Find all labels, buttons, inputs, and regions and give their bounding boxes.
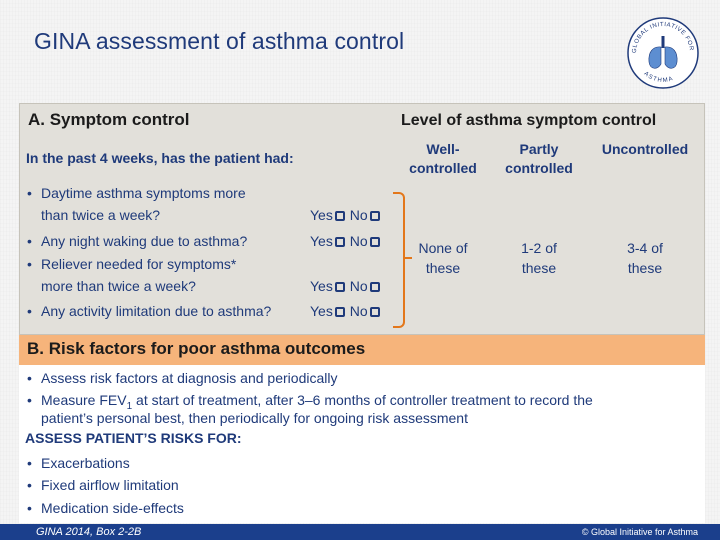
- slide-title: GINA assessment of asthma control: [34, 28, 405, 54]
- assess-risks-heading: ASSESS PATIENT’S RISKS FOR:: [25, 430, 242, 446]
- logo-text-bottom: ASTHMA: [642, 70, 675, 84]
- risk-bullet-measure: • Measure $FEV_1$ at start of treatment, after 3–6 months of controller treatment to record the: [27, 392, 593, 412]
- column-uncontrolled: Uncontrolled: [601, 141, 689, 157]
- question-intro: In the past 4 weeks, has the patient had:: [26, 150, 294, 166]
- footer-copyright: © Global Initiative for Asthma: [581, 527, 698, 537]
- symptom-control-heading: A. Symptom control: [28, 110, 190, 129]
- question-night-waking: • Any night waking due to asthma?: [27, 233, 248, 249]
- risk-factors-heading: B. Risk factors for poor asthma outcomes: [27, 339, 366, 358]
- yes-no-activity: Yes No: [310, 300, 381, 322]
- level-uncontrolled: 3-4 of these: [627, 240, 663, 276]
- risk-factors-header: [19, 335, 705, 365]
- risk-bullet-measure-continued: patient’s personal best, then periodically for ongoing risk assessment: [41, 410, 468, 426]
- yes-checkbox[interactable]: [335, 237, 345, 247]
- yes-no-night-waking: Yes No: [310, 230, 381, 252]
- column-well-controlled: Well- controlled: [409, 141, 477, 176]
- risk-item-exacerbations: • Exacerbations: [27, 455, 130, 471]
- yes-checkbox[interactable]: [335, 211, 345, 221]
- question-reliever-needed: • Reliever needed for symptoms* more than twice a week?: [27, 256, 237, 294]
- question-daytime-symptoms: • Daytime asthma symptoms more than twice a week?: [27, 185, 246, 223]
- footer-source: GINA 2014, Box 2-2B: [36, 526, 142, 538]
- column-partly-controlled: Partly controlled: [505, 141, 573, 176]
- risk-item-airflow: • Fixed airflow limitation: [27, 477, 179, 493]
- no-checkbox[interactable]: [370, 307, 380, 317]
- yes-no-daytime: Yes No: [310, 204, 381, 226]
- risk-item-medication: • Medication side-effects: [27, 500, 184, 516]
- level-well-controlled: None of these: [418, 240, 468, 276]
- gina-logo: [626, 16, 700, 90]
- level-partly-controlled: 1-2 of these: [521, 240, 557, 276]
- question-activity-limitation: • Any activity limitation due to asthma?: [27, 303, 272, 319]
- no-checkbox[interactable]: [370, 211, 380, 221]
- risk-bullet-assess: • Assess risk factors at diagnosis and periodically: [27, 370, 338, 386]
- footer-bar: [0, 524, 720, 540]
- symptom-control-panel: [19, 103, 705, 335]
- yes-checkbox[interactable]: [335, 307, 345, 317]
- no-checkbox[interactable]: [370, 237, 380, 247]
- yes-no-reliever: Yes No: [310, 275, 381, 297]
- logo-text-top: GLOBAL INITIATIVE FOR: [631, 21, 694, 54]
- level-heading: Level of asthma symptom control: [401, 112, 657, 129]
- yes-checkbox[interactable]: [335, 282, 345, 292]
- risk-factors-panel: [19, 365, 705, 523]
- no-checkbox[interactable]: [370, 282, 380, 292]
